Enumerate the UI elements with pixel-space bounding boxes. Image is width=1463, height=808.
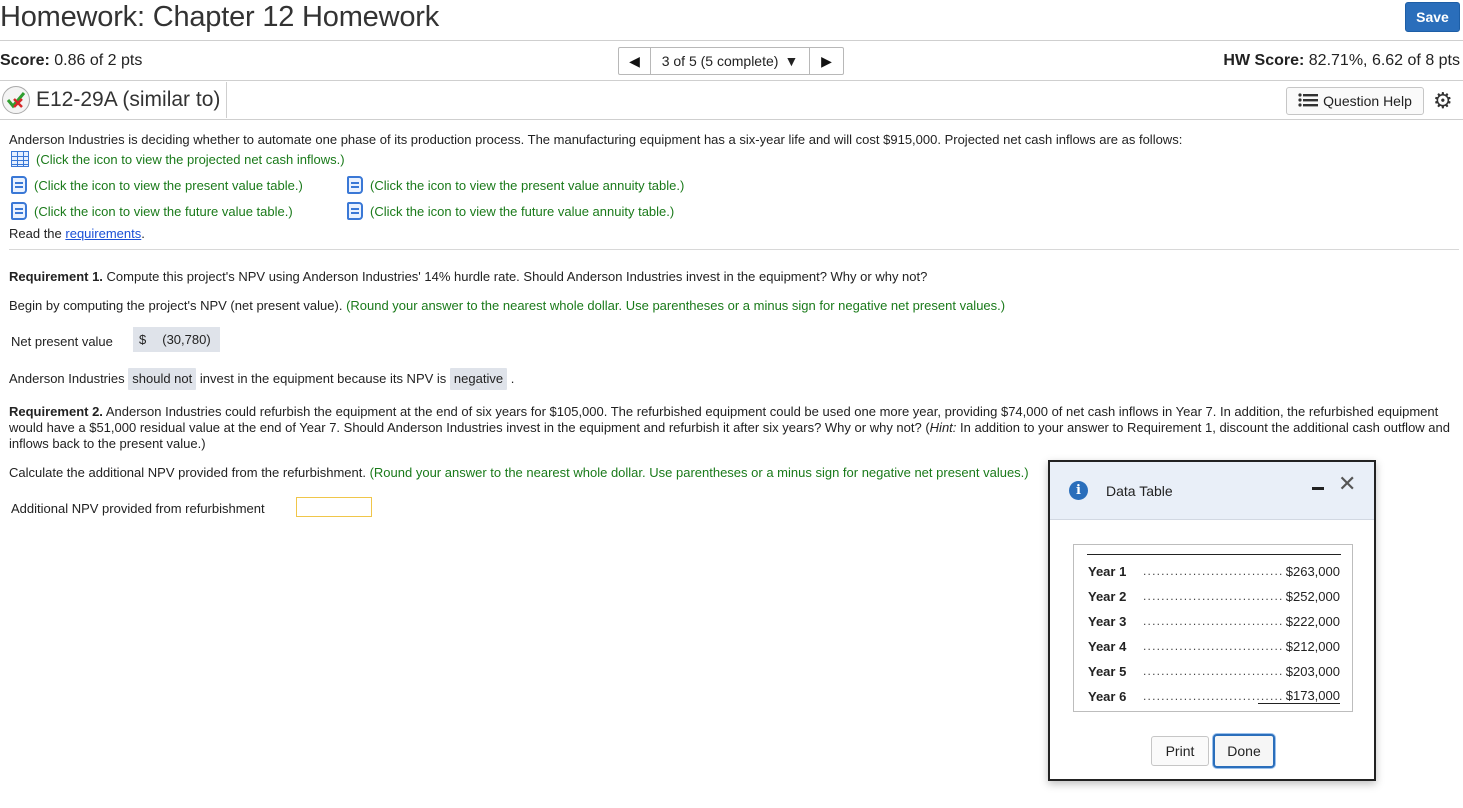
question-navigator (618, 47, 844, 75)
page-title: Homework: Chapter 12 Homework (0, 1, 440, 33)
year-label: Year 2 (1088, 588, 1127, 604)
leader-dots: ............................... (1143, 564, 1284, 578)
pv-table-link[interactable] (11, 176, 303, 194)
question-id: E12-29A (similar to) (36, 82, 227, 118)
previous-question-button[interactable] (619, 48, 651, 74)
divider (9, 249, 1459, 250)
cash-inflow-value: $203,000 (1285, 663, 1340, 679)
table-row (1088, 662, 1340, 680)
npv-conclusion (9, 368, 514, 390)
year-label: Year 3 (1088, 613, 1127, 629)
requirement-2 (9, 404, 1454, 452)
gear-icon[interactable]: ⚙ (1433, 88, 1453, 113)
print-button[interactable]: Print (1151, 736, 1209, 766)
dialog-header (1050, 462, 1374, 520)
year-label: Year 6 (1088, 688, 1127, 704)
npv-answer-value: (30,780) (162, 332, 211, 347)
additional-npv-input[interactable] (296, 497, 372, 517)
partial-credit-icon (2, 86, 30, 114)
requirement-1-text: Compute this project's NPV using Anderson Industries' 14% hurdle rate. Should Anderson Industries invest in the equipment? Why or why not? (106, 269, 928, 284)
currency-symbol: $ (139, 332, 147, 347)
cash-inflow-value: $222,000 (1285, 613, 1340, 629)
close-icon[interactable]: ✕ (1338, 472, 1357, 497)
conclusion-suffix: . (510, 371, 515, 386)
fv-annuity-link-text[interactable]: (Click the icon to view the future value annuity table.) (370, 203, 675, 219)
cash-inflow-value: $212,000 (1285, 638, 1340, 654)
requirement-1 (9, 269, 927, 285)
book-icon (11, 176, 27, 194)
question-help-label: Question Help (1323, 93, 1412, 109)
year-label: Year 1 (1088, 563, 1127, 579)
requirement-2-text-b: In addition to your answer to Requirement 1, discount the additional cash outflow and inflows back to the present value.) (9, 420, 1450, 451)
npv-instructions (9, 298, 1005, 314)
score-label: Score: (0, 52, 50, 69)
arrow-right-icon: ▶ (821, 52, 832, 69)
hw-score (1223, 52, 1460, 70)
year-label: Year 5 (1088, 663, 1127, 679)
npv-rounding-hint: (Round your answer to the nearest whole dollar. Use parentheses or a minus sign for negative net present values.) (346, 298, 1006, 313)
divider (0, 119, 1463, 120)
dialog-title: Data Table (1106, 482, 1173, 499)
leader-dots: ............................... (1143, 664, 1284, 678)
table-grid-icon (11, 151, 29, 167)
question-header (0, 82, 227, 118)
score (0, 52, 142, 70)
problem-intro: Anderson Industries is deciding whether to automate one phase of its production process. The manufacturing equipment has a six-year life and will cost $915,000. Projected net cash inflows are as follows: (9, 132, 1183, 147)
read-prefix: Read the (9, 226, 62, 241)
question-select[interactable] (651, 48, 809, 74)
npv-answer-field[interactable] (133, 327, 220, 352)
pv-annuity-link-text[interactable]: (Click the icon to view the present value annuity table.) (370, 177, 685, 193)
conclusion-middle: invest in the equipment because its NPV is (199, 371, 447, 386)
score-value: 0.86 of 2 pts (54, 52, 143, 69)
save-button[interactable]: Save (1405, 2, 1460, 32)
cash-inflows-table (1073, 544, 1353, 712)
caret-down-icon: ▼ (784, 53, 799, 69)
fv-annuity-link[interactable] (347, 202, 674, 220)
cash-inflows-link[interactable] (11, 151, 345, 167)
read-suffix: . (141, 226, 145, 241)
table-top-rule (1087, 554, 1341, 555)
table-row (1088, 637, 1340, 655)
read-requirements (9, 226, 145, 242)
leader-dots: ............................... (1143, 589, 1284, 603)
hw-score-value: 82.71%, 6.62 of 8 pts (1308, 52, 1460, 69)
pv-table-link-text[interactable]: (Click the icon to view the present value table.) (34, 177, 303, 193)
list-icon (1298, 93, 1318, 110)
leader-dots: ............................... (1143, 614, 1284, 628)
book-icon (11, 202, 27, 220)
additional-npv-instructions (9, 465, 1029, 481)
cash-inflow-value: $263,000 (1285, 563, 1340, 579)
additional-npv-label: Additional NPV provided from refurbishment (11, 501, 265, 516)
cash-inflow-value: $252,000 (1285, 588, 1340, 604)
question-help-button[interactable] (1286, 87, 1424, 115)
leader-dots: ............................... (1143, 689, 1284, 703)
table-row (1088, 687, 1340, 705)
additional-npv-hint: (Round your answer to the nearest whole dollar. Use parentheses or a minus sign for negative net present values.) (369, 465, 1029, 480)
requirements-link[interactable]: requirements (65, 226, 142, 241)
done-button[interactable]: Done (1213, 734, 1275, 768)
cash-inflow-value: $173,000 (1258, 688, 1340, 704)
leader-dots: ............................... (1143, 639, 1284, 653)
npv-instructions-text: Begin by computing the project's NPV (net present value). (9, 298, 343, 313)
info-icon: i (1069, 481, 1088, 500)
arrow-left-icon: ◀ (629, 52, 640, 69)
pv-annuity-link[interactable] (347, 176, 684, 194)
hw-score-label: HW Score: (1223, 52, 1305, 69)
next-question-button[interactable] (809, 48, 843, 74)
additional-npv-text: Calculate the additional NPV provided from the refurbishment. (9, 465, 366, 480)
requirement-2-heading: Requirement 2. (9, 404, 103, 419)
book-icon (347, 176, 363, 194)
book-icon (347, 202, 363, 220)
question-position: 3 of 5 (5 complete) (661, 53, 779, 69)
requirement-2-text-a: Anderson Industries could refurbish the equipment at the end of six years for $105,000. The refurbished equipment could be used one more year, providing $74,000 of net cash inflows in Year 7. In addition, the refurbished equipment would have a $51,000 residual value at the end of Year 7. Should Anderson Industries invest in the equipment and refurbish it after six years? Why or why not? ( (9, 404, 1439, 435)
fv-table-link-text[interactable]: (Click the icon to view the future value table.) (34, 203, 293, 219)
conclusion-prefix: Anderson Industries (9, 371, 125, 386)
table-row (1088, 562, 1340, 580)
table-row (1088, 612, 1340, 630)
divider (0, 40, 1463, 41)
cash-inflows-link-text[interactable]: (Click the icon to view the projected net cash inflows.) (36, 151, 345, 167)
requirement-1-heading: Requirement 1. (9, 269, 103, 284)
minimize-icon[interactable] (1312, 487, 1324, 490)
npv-label: Net present value (11, 334, 113, 349)
table-row (1088, 587, 1340, 605)
data-table-dialog (1048, 460, 1376, 781)
hint-label: Hint: (929, 420, 957, 435)
year-label: Year 4 (1088, 638, 1127, 654)
fv-table-link[interactable] (11, 202, 293, 220)
npv-sign-answer-select[interactable]: negative (450, 368, 507, 390)
divider (0, 80, 1463, 81)
invest-answer-select[interactable]: should not (128, 368, 196, 390)
